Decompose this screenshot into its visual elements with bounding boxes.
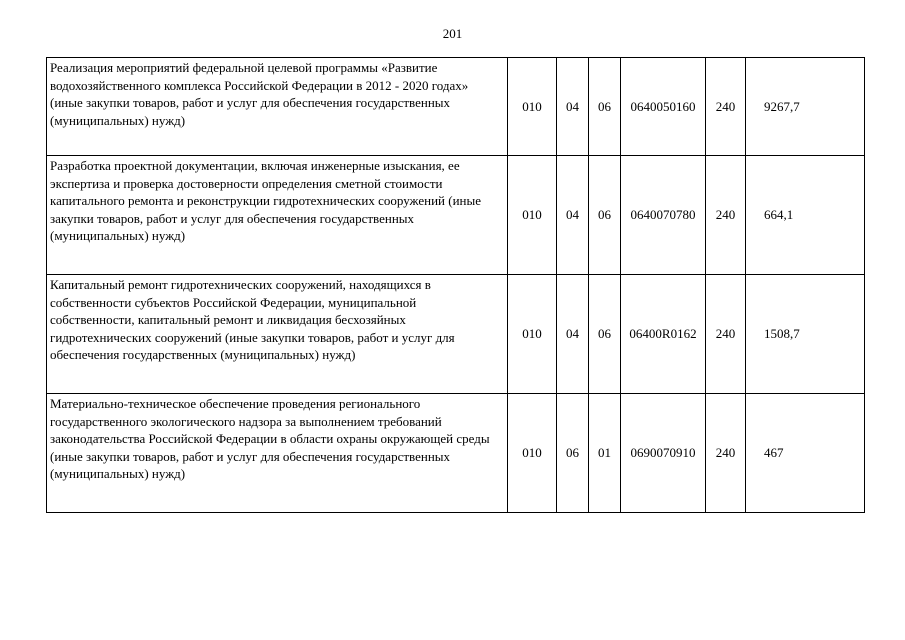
table-row	[47, 394, 865, 513]
amount-value: 664,1	[746, 156, 865, 275]
razdel-code: 04	[557, 58, 589, 156]
amount-value: 467	[746, 394, 865, 513]
razdel-code: 04	[557, 156, 589, 275]
row-description: Материально-техническое обеспечение проведения регионального государственного экологического надзора за выполнением требований законодательства Российской Федерации в области охраны окружающей среды (иные закупки товаров, работ и услуг для обеспечения государственных (муниципальных) нужд)	[47, 394, 508, 513]
table-row	[47, 58, 865, 156]
grbs-code: 010	[508, 275, 557, 394]
grbs-code: 010	[508, 156, 557, 275]
row-description: Капитальный ремонт гидротехнических сооружений, находящихся в собственности субъектов Российской Федерации, муниципальной собственности, капитальный ремонт и ликвидация бесхозяйных гидротехнических сооружений (иные закупки товаров, работ и услуг для обеспечения государственных (муниципальных) нужд)	[47, 275, 508, 394]
grbs-code: 010	[508, 58, 557, 156]
expense-type-code: 240	[706, 275, 746, 394]
target-article-code: 0640070780	[621, 156, 706, 275]
budget-table	[46, 57, 865, 513]
amount-value: 1508,7	[746, 275, 865, 394]
amount-value: 9267,7	[746, 58, 865, 156]
grbs-code: 010	[508, 394, 557, 513]
page-number: 201	[442, 26, 463, 41]
table-row	[47, 275, 865, 394]
target-article-code: 06400R0162	[621, 275, 706, 394]
target-article-code: 0640050160	[621, 58, 706, 156]
table-row	[47, 156, 865, 275]
expense-type-code: 240	[706, 394, 746, 513]
row-description: Разработка проектной документации, включая инженерные изыскания, ее экспертиза и проверка достоверности определения сметной стоимости капитального ремонта и реконструкции гидротехнических сооружений (иные закупки товаров, работ и услуг для обеспечения государственных (муниципальных) нужд)	[47, 156, 508, 275]
podrazdel-code: 01	[589, 394, 621, 513]
target-article-code: 0690070910	[621, 394, 706, 513]
expense-type-code: 240	[706, 58, 746, 156]
razdel-code: 04	[557, 275, 589, 394]
podrazdel-code: 06	[589, 156, 621, 275]
podrazdel-code: 06	[589, 275, 621, 394]
razdel-code: 06	[557, 394, 589, 513]
podrazdel-code: 06	[589, 58, 621, 156]
expense-type-code: 240	[706, 156, 746, 275]
row-description: Реализация мероприятий федеральной целевой программы «Развитие водохозяйственного комплекса Российской Федерации в 2012 - 2020 годах» (иные закупки товаров, работ и услуг для обеспечения государственных (муниципальных) нужд)	[47, 58, 508, 156]
